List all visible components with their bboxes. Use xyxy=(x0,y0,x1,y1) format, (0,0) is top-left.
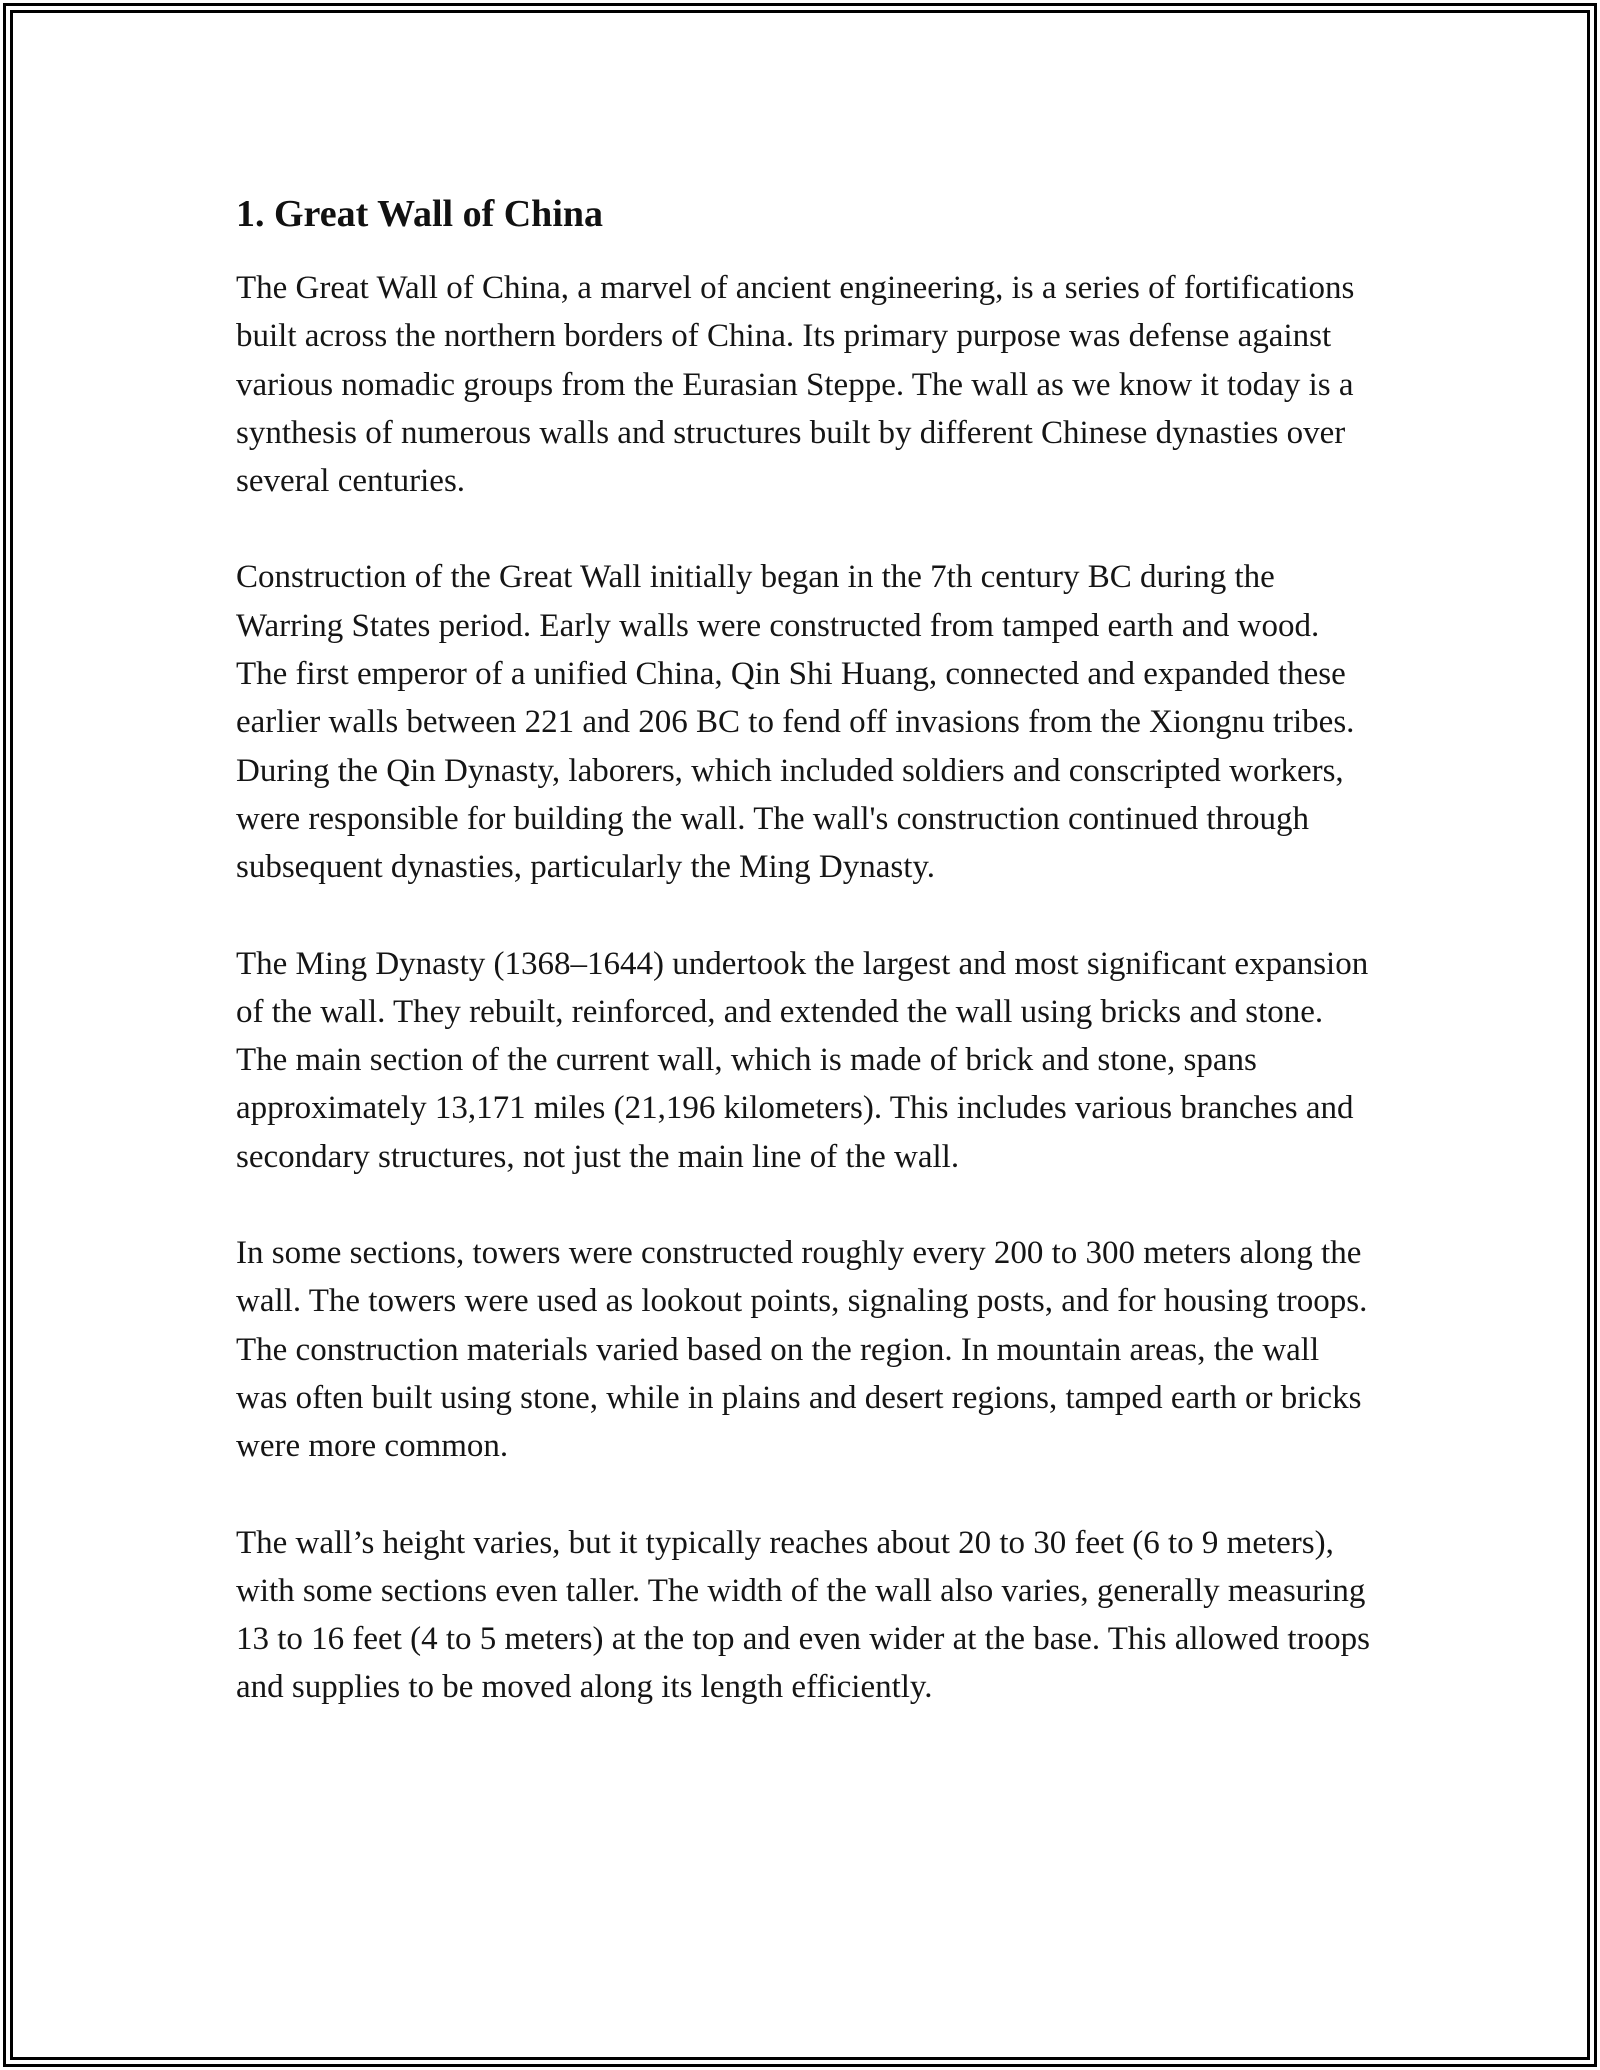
document-body xyxy=(236,184,1376,1760)
paragraph-dimensions: The wall’s height varies, but it typically reaches about 20 to 30 feet (6 to 9 meters), with some sections even taller. The width of the wall also varies, generally measuring 13 to 16 feet (4 to 5 meters) at the top and even wider at the base. This allowed troops and supplies to be moved along its length efficiently. xyxy=(236,1524,1370,1706)
section-heading: 1. Great Wall of China xyxy=(236,193,604,235)
paragraph-overview: The Great Wall of China, a marvel of ancient engineering, is a series of fortifications built across the northern borders of China. Its primary purpose was defense against various nomadic groups from the Eurasian Steppe. The wall as we know it today is a synthesis of numerous walls and structures built by different Chinese dynasties over several centuries. xyxy=(236,270,1355,500)
paragraph-towers-materials: In some sections, towers were constructed roughly every 200 to 300 meters along the wall. The towers were used as lookout points, signaling posts, and for housing troops. The construction materials varied based on the region. In mountain areas, the wall was often built using stone, while in plains and desert regions, tamped earth or bricks were more common. xyxy=(236,1235,1368,1465)
paragraph-construction-history: Construction of the Great Wall initially began in the 7th century BC during the Warring States period. Early walls were constructed from tamped earth and wood. The first emperor of a unified China, Qin Shi Huang, connected and expanded these earlier walls between 221 and 206 BC to fend off invasions from the Xiongnu tribes. During the Qin Dynasty, laborers, which included soldiers and conscripted workers, were responsible for building the wall. The wall's construction continued through subsequent dynasties, particularly the Ming Dynasty. xyxy=(236,559,1355,886)
paragraph-ming-dynasty: The Ming Dynasty (1368–1644) undertook the largest and most significant expansion of the wall. They rebuilt, reinforced, and extended the wall using bricks and stone. The main section of the current wall, which is made of brick and stone, spans approximately 13,171 miles (21,196 kilometers). This includes various branches and secondary structures, not just the main line of the wall. xyxy=(236,945,1369,1175)
